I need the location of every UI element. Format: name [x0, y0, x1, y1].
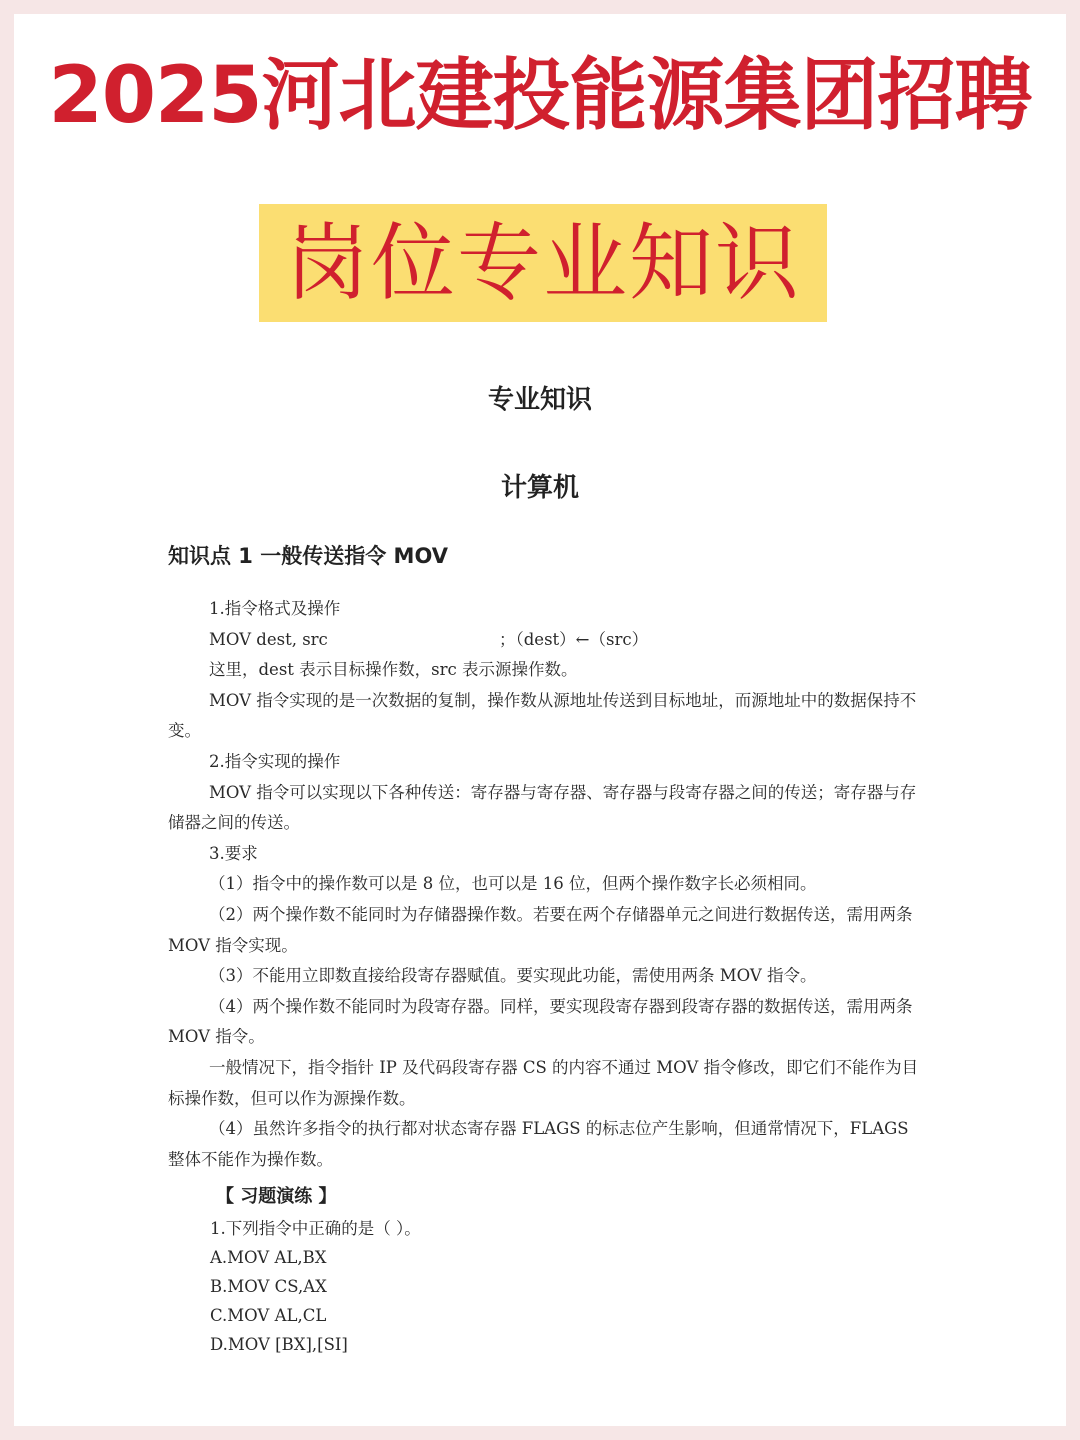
requirement-item: （1）指令中的操作数可以是 8 位，也可以是 16 位，但两个操作数字长必须相同。	[209, 874, 817, 894]
format-comment: ；（dest）←（src）	[499, 629, 649, 649]
paragraph: 这里，dest 表示目标操作数，src 表示源操作数。	[209, 660, 578, 680]
requirement-item: （4）虽然许多指令的执行都对状态寄存器 FLAGS 的标志位产生影响，但通常情况下，FLAGS 整体不能作为操作数。	[168, 1119, 909, 1169]
requirement-item: （4）两个操作数不能同时为段寄存器。同样，要实现段寄存器到段寄存器的数据传送，需用两条 MOV 指令。	[168, 996, 913, 1047]
section-title: 3.要求	[209, 843, 258, 863]
paragraph: MOV 指令实现的是一次数据的复制，操作数从源地址传送到目标地址，而源地址中的数据保持不变。	[168, 690, 917, 741]
instruction-format	[168, 625, 923, 656]
paragraph: MOV 指令可以实现以下各种传送：寄存器与寄存器、寄存器与段寄存器之间的传送；寄存器与存储器之间的传送。	[168, 782, 917, 833]
doc-heading: 专业知识	[487, 385, 592, 415]
section-title: 2.指令实现的操作	[209, 751, 341, 771]
requirement-item: （2）两个操作数不能同时为存储器操作数。若要在两个存储器单元之间进行数据传送，需用两条 MOV 指令实现。	[168, 904, 913, 955]
answer-options	[210, 1243, 910, 1359]
document-body	[168, 594, 923, 1175]
banner-subtitle: 岗位专业知识	[259, 204, 827, 322]
paragraph: 一般情况下，指令指针 IP 及代码段寄存器 CS 的内容不通过 MOV 指令修改，即它们不能作为目标操作数，但可以作为源操作数。	[168, 1057, 919, 1108]
requirement-item: （3）不能用立即数直接给段寄存器赋值。要实现此功能，需使用两条 MOV 指令。	[209, 966, 817, 986]
option-a: A.MOV AL,BX	[210, 1248, 327, 1267]
format-syntax: MOV dest, src	[209, 629, 328, 649]
banner-title: 2025河北建投能源集团招聘	[48, 51, 1032, 141]
knowledge-point-title: 知识点 1 一般传送指令 MOV	[168, 544, 448, 568]
question-block	[210, 1214, 910, 1359]
question-text: 1.下列指令中正确的是（ ）。	[210, 1219, 421, 1238]
practice-title: 【 习题演练 】	[216, 1186, 337, 1207]
doc-subheading: 计算机	[500, 473, 579, 503]
option-b: B.MOV CS,AX	[210, 1277, 327, 1296]
option-d: D.MOV [BX],[SI]	[210, 1335, 348, 1354]
section-title: 1.指令格式及操作	[209, 599, 341, 618]
option-c: C.MOV AL,CL	[210, 1306, 327, 1325]
